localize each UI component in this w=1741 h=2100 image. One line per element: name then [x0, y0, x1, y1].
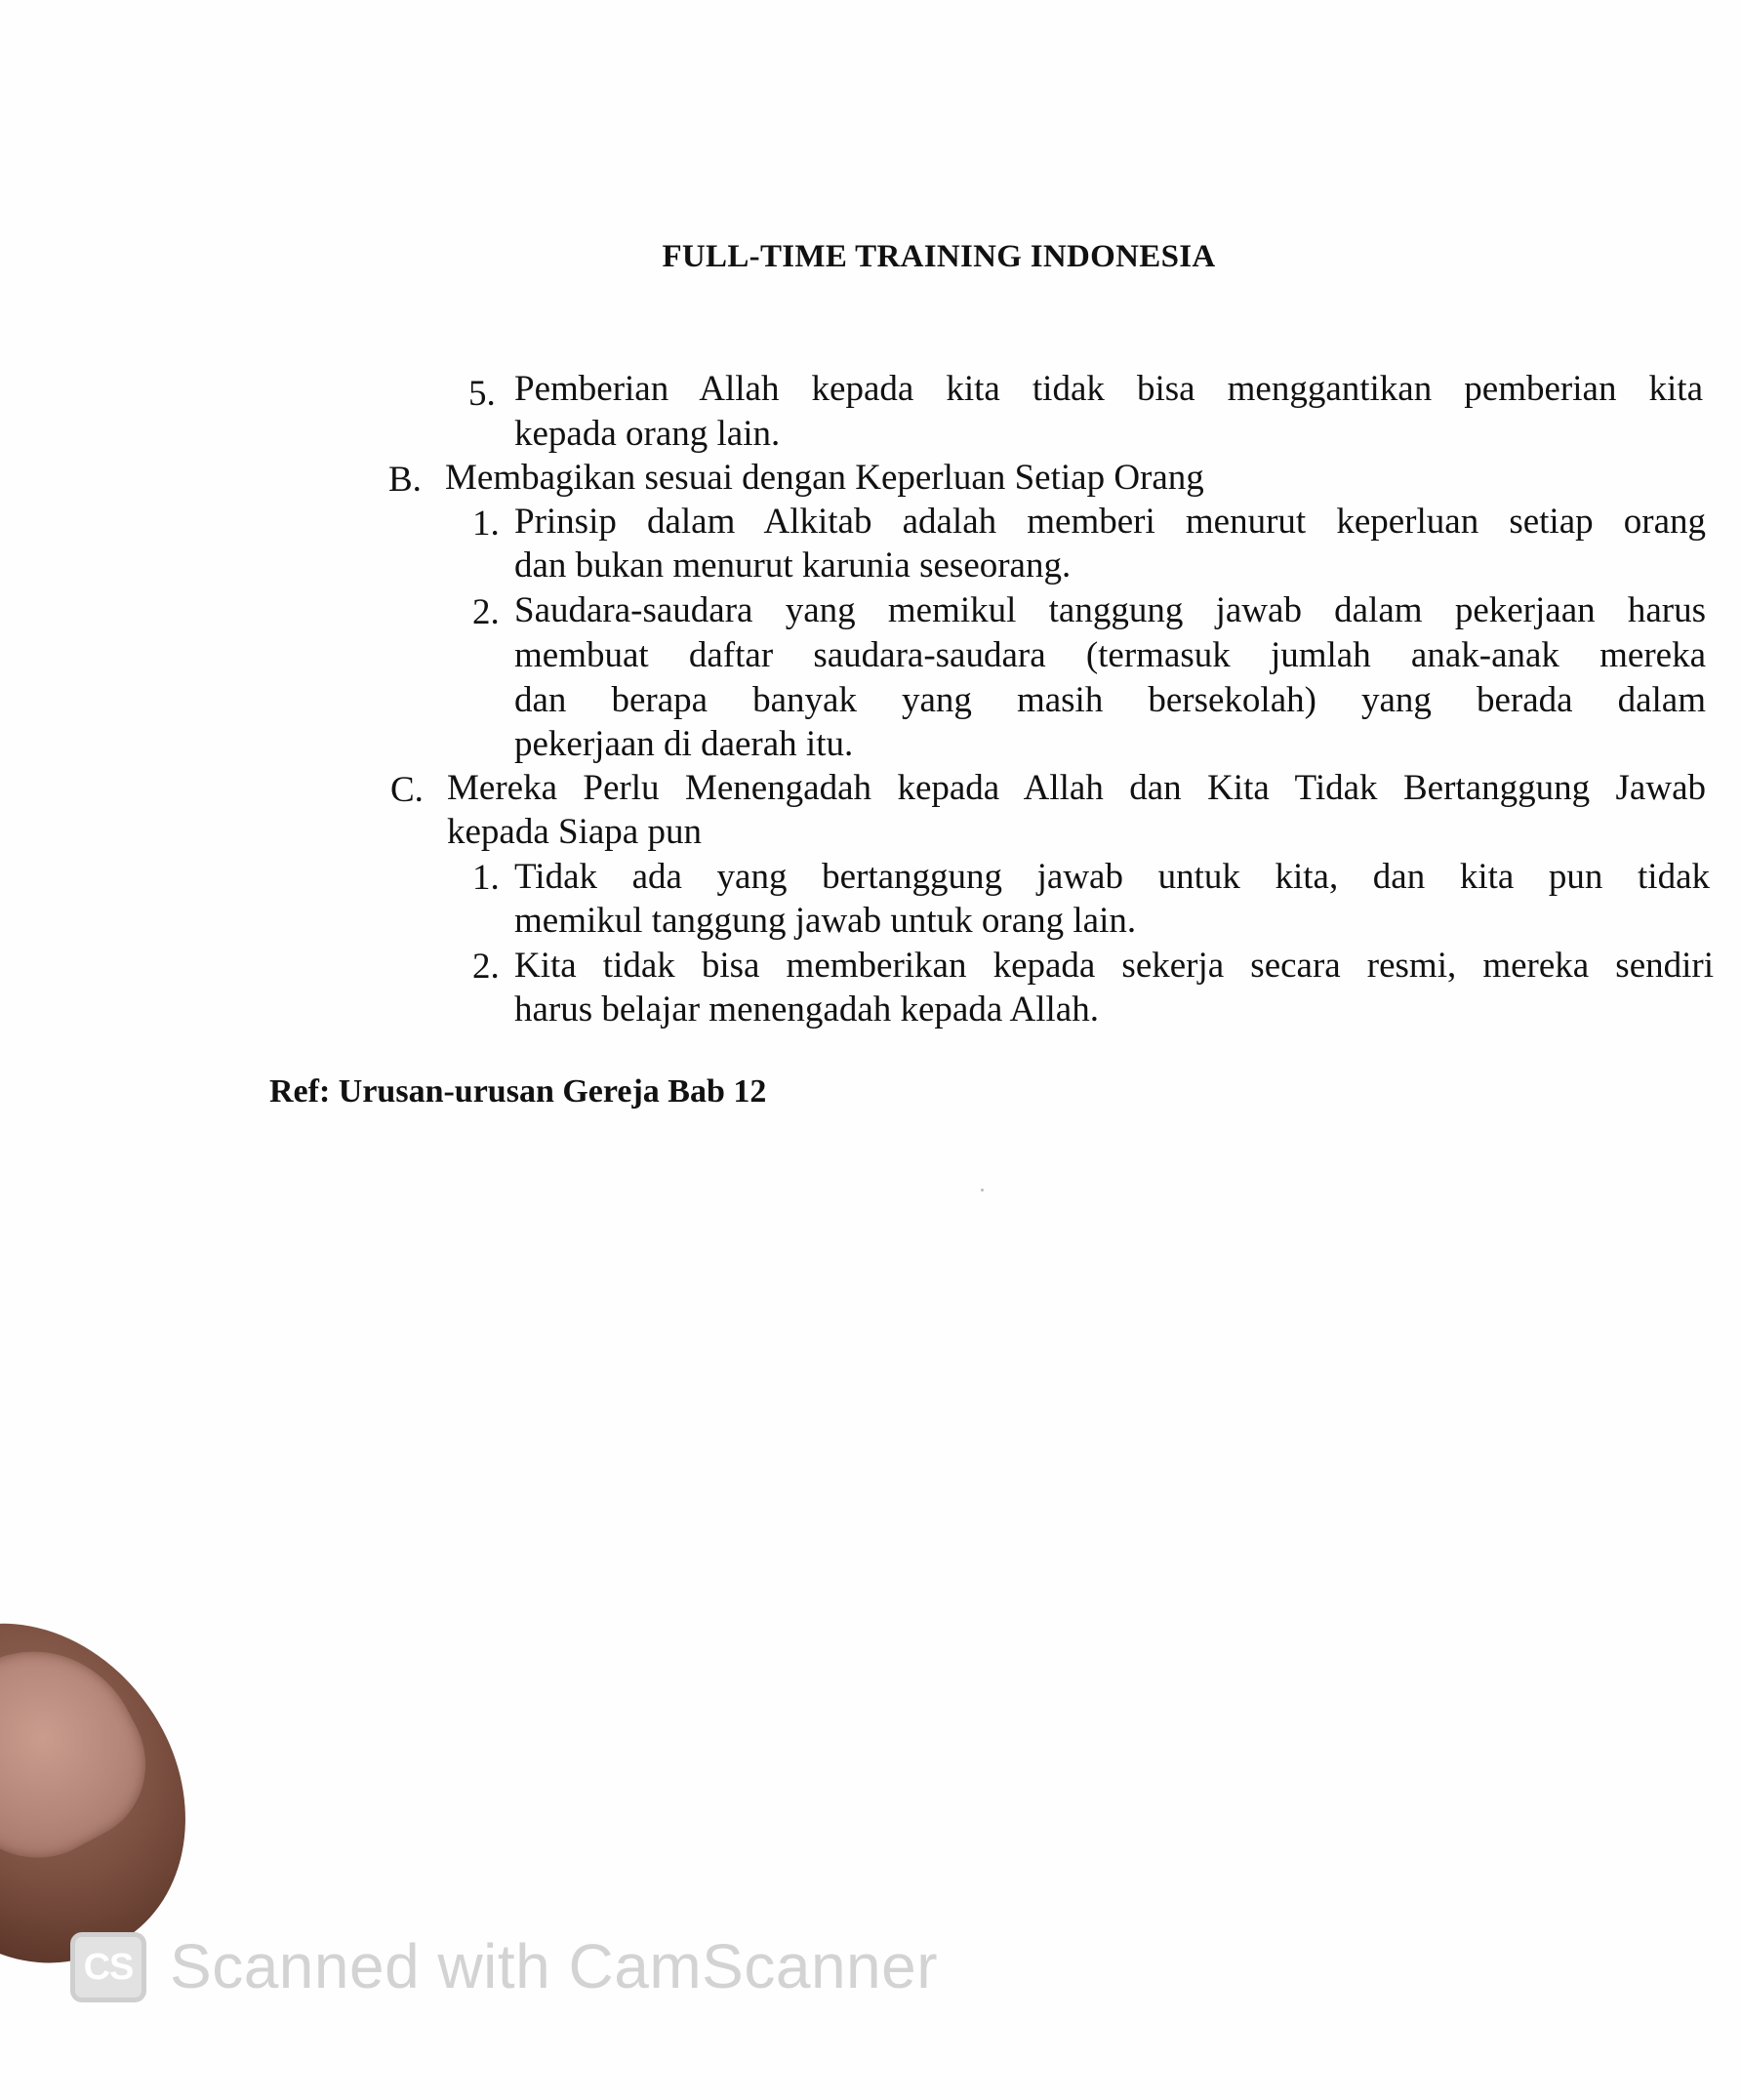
camscanner-logo-icon: CS: [70, 1932, 146, 2002]
reference-text: Ref: Urusan-urusan Gereja Bab 12: [269, 1073, 767, 1110]
section-c-item1-marker: 1.: [472, 858, 500, 898]
section-b-item2-marker: 2.: [472, 592, 500, 632]
section-c-item2-line2: harus belajar menengadah kepada Allah.: [514, 989, 1099, 1030]
item-a5-line2: kepada orang lain.: [514, 414, 781, 454]
section-b-item1-line2: dan bukan menurut karunia seseorang.: [514, 545, 1072, 586]
page-title: FULL-TIME TRAINING INDONESIA: [662, 239, 1216, 274]
section-b-item1-line1: Prinsip dalam Alkitab adalah memberi menurut keperluan setiap orang: [514, 502, 1706, 542]
section-c-item1-line1: Tidak ada yang bertanggung jawab untuk kita, dan kita pun tidak: [514, 857, 1710, 897]
item-a5-marker: 5.: [468, 374, 496, 414]
section-b-item2-line3: dan berapa banyak yang masih bersekolah) yang berada dalam: [514, 680, 1706, 720]
section-b-item2-line2: membuat daftar saudara-saudara (termasuk jumlah anak-anak mereka: [514, 635, 1706, 675]
camscanner-watermark: Scanned with CamScanner: [170, 1931, 939, 2001]
paper-speck: [981, 1189, 984, 1191]
section-b-item2-line4: pekerjaan di daerah itu.: [514, 724, 854, 764]
section-b-item2-line1: Saudara-saudara yang memikul tanggung jawab dalam pekerjaan harus: [514, 590, 1706, 630]
section-c-heading-line2: kepada Siapa pun: [447, 812, 702, 852]
section-c-heading-line1: Mereka Perlu Menengadah kepada Allah dan Kita Tidak Bertanggung Jawab: [447, 768, 1706, 808]
section-b-marker: B.: [388, 460, 422, 500]
section-c-item1-line2: memikul tanggung jawab untuk orang lain.: [514, 901, 1137, 941]
item-a5-line1: Pemberian Allah kepada kita tidak bisa menggantikan pemberian kita: [514, 369, 1703, 409]
section-c-item2-line1: Kita tidak bisa memberikan kepada sekerja secara resmi, mereka sendiri: [514, 946, 1714, 986]
section-c-item2-marker: 2.: [472, 947, 500, 987]
section-b-item1-marker: 1.: [472, 504, 500, 544]
section-b-heading: Membagikan sesuai dengan Keperluan Setiap Orang: [445, 458, 1204, 498]
section-c-marker: C.: [390, 770, 424, 810]
